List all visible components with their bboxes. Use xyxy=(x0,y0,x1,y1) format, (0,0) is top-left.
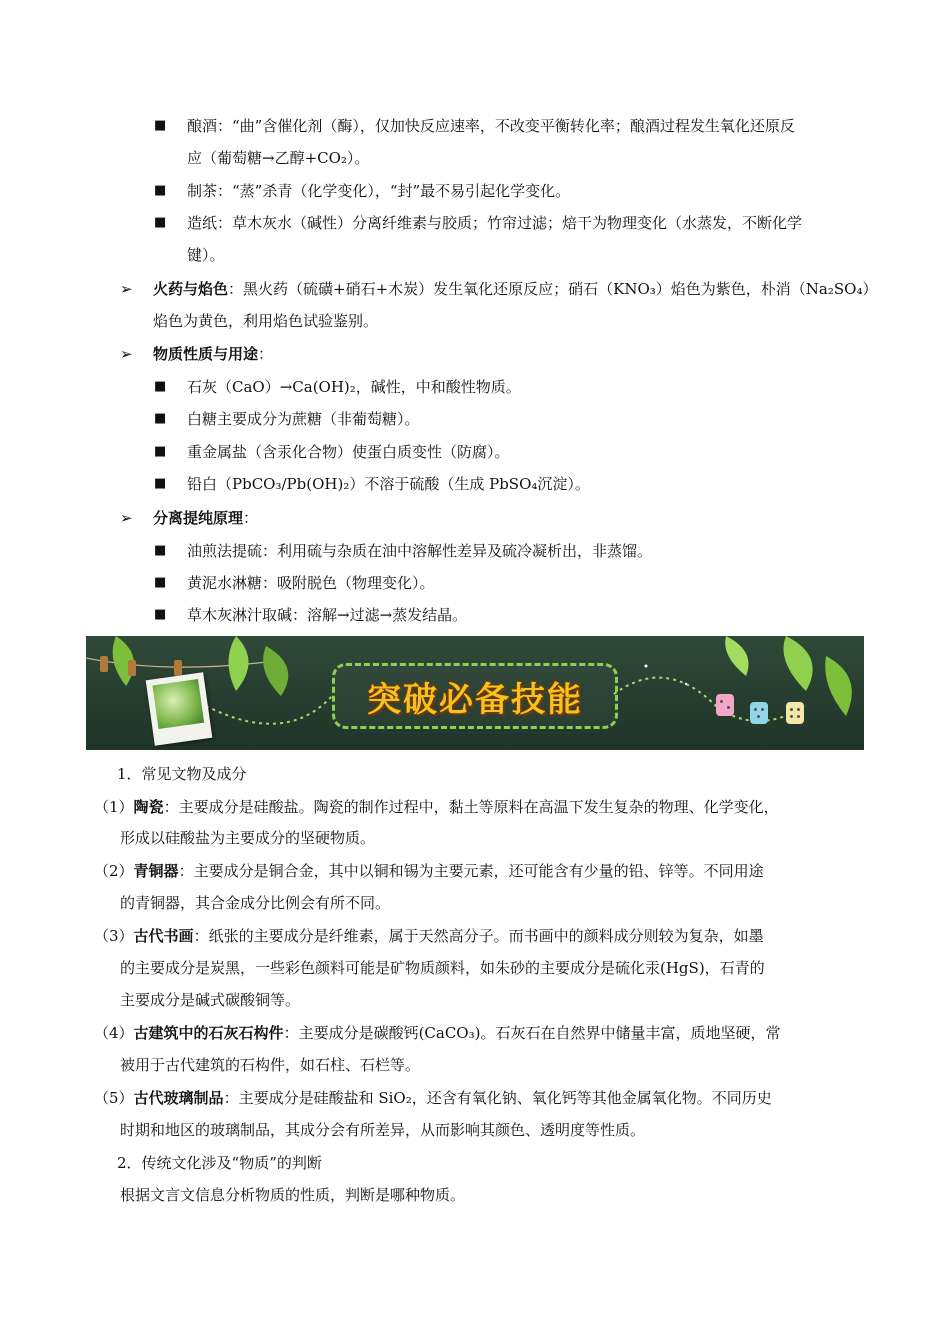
list-item: 油煎法提硫：利用硫与杂质在油中溶解性差异及硫冷凝析出，非蒸馏。 xyxy=(187,542,653,560)
item-number: （4） xyxy=(94,1024,134,1042)
part-item-cont: 的青铜器，其合金成分比例会有所不同。 xyxy=(120,894,391,912)
square-bullet-icon: ■ xyxy=(154,607,167,622)
square-bullet-icon: ■ xyxy=(154,379,167,394)
item-text: ：主要成分是铜合金，其中以铜和锡为主要元素，还可能含有少量的铅、锌等。不同用途 xyxy=(178,862,764,880)
part-item-cont: 主要成分是碱式碳酸铜等。 xyxy=(120,991,301,1009)
part-heading: 2．传统文化涉及“物质”的判断 xyxy=(117,1154,322,1172)
square-bullet-icon: ■ xyxy=(154,476,167,491)
item-number: （3） xyxy=(94,927,134,945)
item-text: ：主要成分是硅酸盐。陶瓷的制作过程中，黏土等原料在高温下发生复杂的物理、化学变化， xyxy=(163,798,779,816)
clothespin-icon xyxy=(100,656,108,672)
section-banner xyxy=(86,636,864,750)
banner-title: 突破必备技能 xyxy=(367,680,583,720)
square-bullet-icon: ■ xyxy=(154,215,167,230)
part-heading: 1．常见文物及成分 xyxy=(117,765,247,783)
item-label: 陶瓷 xyxy=(133,798,164,816)
item-number: （2） xyxy=(94,862,134,880)
arrow-bullet-icon: ➢ xyxy=(120,509,133,527)
clothespin-icon xyxy=(174,660,182,676)
list-item-cont: 键）。 xyxy=(187,246,225,264)
banner-title-box xyxy=(332,663,618,729)
heading-colon: ： xyxy=(258,345,274,363)
list-item: 重金属盐（含汞化合物）使蛋白质变性（防腐）。 xyxy=(187,443,510,461)
item-label: 古代书画 xyxy=(133,927,194,945)
list-item: 白糖主要成分为蔗糖（非葡萄糖）。 xyxy=(187,410,420,428)
item-text: ：纸张的主要成分是纤维素，属于天然高分子。而书画中的颜料成分则较为复杂，如墨 xyxy=(193,927,764,945)
section-heading-line xyxy=(153,343,273,365)
photo-icon xyxy=(146,672,213,745)
cube-yellow-icon xyxy=(786,702,804,724)
list-item: 草木灰淋汁取碱：溶解→过滤→蒸发结晶。 xyxy=(187,606,468,624)
arrow-bullet-icon: ➢ xyxy=(120,280,133,298)
list-item: 黄泥水淋糖：吸附脱色（物理变化）。 xyxy=(187,574,435,592)
part-item-cont: 被用于古代建筑的石构件，如石柱、石栏等。 xyxy=(120,1056,421,1074)
part-item-cont: 的主要成分是炭黑，一些彩色颜料可能是矿物质颜料，如朱砂的主要成分是硫化汞(HgS)，石青的 xyxy=(120,959,765,977)
part-item-cont: 形成以硅酸盐为主要成分的坚硬物质。 xyxy=(120,829,376,847)
square-bullet-icon: ■ xyxy=(154,575,167,590)
section-heading-line xyxy=(153,507,258,529)
list-item: 石灰（CaO）→Ca(OH)₂，碱性，中和酸性物质。 xyxy=(187,378,521,396)
square-bullet-icon: ■ xyxy=(154,118,167,133)
clothespin-icon xyxy=(128,660,136,676)
list-item-cont: 应（葡萄糖→乙醇+CO₂）。 xyxy=(187,149,370,167)
item-label: 古代玻璃制品 xyxy=(133,1089,224,1107)
section-text-cont: 焰色为黄色，利用焰色试验鉴别。 xyxy=(153,312,379,330)
section-heading-line xyxy=(153,278,877,300)
square-bullet-icon: ■ xyxy=(154,183,167,198)
square-bullet-icon: ■ xyxy=(154,444,167,459)
item-text: ：主要成分是碳酸钙(CaCO₃)。石灰石在自然界中储量丰富，质地坚硬，常 xyxy=(283,1024,781,1042)
list-item: 铅白（PbCO₃/Pb(OH)₂）不溶于硫酸（生成 PbSO₄沉淀）。 xyxy=(187,475,590,493)
item-number: （1） xyxy=(94,798,134,816)
part-item xyxy=(94,1087,772,1109)
part-item xyxy=(94,860,764,882)
part-item xyxy=(94,796,779,818)
list-item: 酿酒：“曲”含催化剂（酶），仅加快反应速率，不改变平衡转化率；酿酒过程发生氧化还原反 xyxy=(187,117,795,135)
part-body: 根据文言文信息分析物质的性质，判断是哪种物质。 xyxy=(120,1186,466,1204)
square-bullet-icon: ■ xyxy=(154,411,167,426)
arrow-bullet-icon: ➢ xyxy=(120,345,133,363)
item-number: （5） xyxy=(94,1089,134,1107)
item-text: ：主要成分是硅酸盐和 SiO₂，还含有氧化钠、氧化钙等其他金属氧化物。不同历史 xyxy=(223,1089,772,1107)
heading-colon: ： xyxy=(243,509,259,527)
part-item xyxy=(94,925,764,947)
part-item xyxy=(94,1022,780,1044)
list-item: 制茶：“蒸”杀青（化学变化），“封”最不易引起化学变化。 xyxy=(187,182,571,200)
section-text: ：黑火药（硫磺+硝石+木炭）发生氧化还原反应；硝石（KNO₃）焰色为紫色，朴消（Na₂SO₄） xyxy=(228,280,878,298)
cube-blue-icon xyxy=(750,702,768,724)
section-heading: 火药与焰色 xyxy=(153,280,229,298)
item-label: 古建筑中的石灰石构件 xyxy=(133,1024,284,1042)
item-label: 青铜器 xyxy=(133,862,179,880)
cube-pink-icon xyxy=(716,694,734,716)
square-bullet-icon: ■ xyxy=(154,543,167,558)
list-item: 造纸：草木灰水（碱性）分离纤维素与胶质；竹帘过滤；焙干为物理变化（水蒸发，不断化学 xyxy=(187,214,803,232)
section-heading: 物质性质与用途 xyxy=(153,345,259,363)
section-heading: 分离提纯原理 xyxy=(153,509,244,527)
part-item-cont: 时期和地区的玻璃制品，其成分会有所差异，从而影响其颜色、透明度等性质。 xyxy=(120,1121,646,1139)
